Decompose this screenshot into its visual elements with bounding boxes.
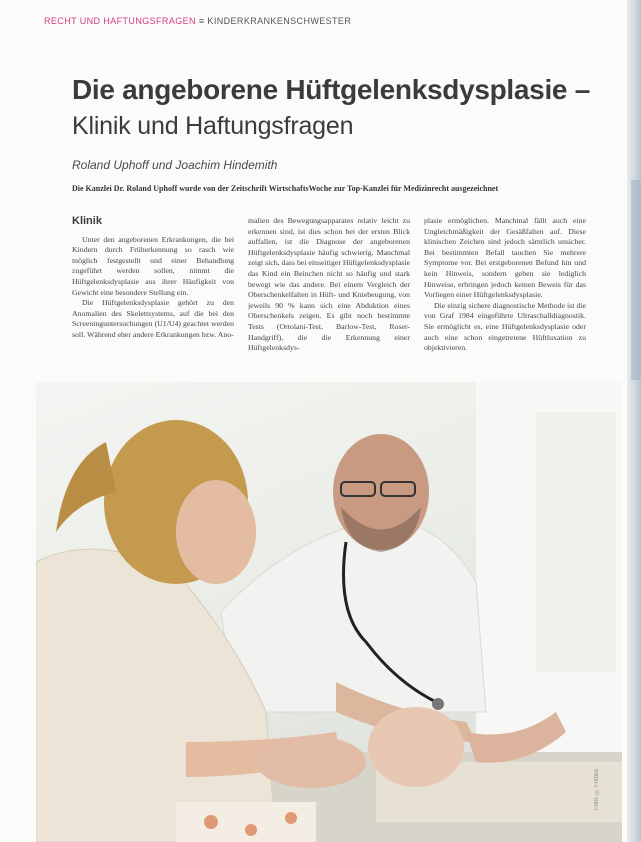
photo-credit: Foto: © Fotolia — [594, 768, 600, 810]
baby-head — [368, 707, 464, 787]
baby-body — [256, 736, 366, 788]
paragraph: malien des Bewegungsapparates relativ leicht zu erkennen sind, ist dies schon bei der ersten Blick auffallen, ist die Diagnose der angeborenen Hüftgelenksdysplasie häufig schwierig. Manchmal zeigt sich, dass bei einseitiger Hüftgelenksdysplasie das Kind ein Beinchen nicht so häufig und stark bewegt wie das andere. Bei einem Vergleich der Oberschenkelfalten in Hüft- und Kniebeugung, von jeweils 90 % kann sich eine Abduktion eines Oberschenkels zeigen. Es gibt noch bestimmte Tests (Ortolani-Test, Barlow-Test, Roser-Handgriff), die die Erkennung einer Hüftgelenksdys- — [248, 216, 410, 353]
blanket-dot — [285, 812, 297, 824]
blanket-dot — [245, 824, 257, 836]
article-title: Die angeborene Hüftgelenksdysplasie – — [72, 74, 590, 105]
text-column-1 — [72, 216, 234, 391]
paragraph: plasie ermöglichen. Manchmal fällt auch eine Ungleichmäßigkeit der Gesäßfalten auf. Diese klinischen Zeichen sind jedoch sämtlich unsicher. Bei bestimmten Befall tauchen Sie mehrere Symptome vor. Bei erstgeborenen Befund hin und kein Hinweis, sondern geben sie lediglich Hinweise, erbringen jedoch keinen Beweis für das Vorliegen einer Hüftgelenksdysplasie. — [424, 216, 586, 300]
rubric-subsection: KINDERKRANKENSCHWESTER — [207, 16, 352, 26]
stethoscope-chestpiece — [432, 698, 444, 710]
article-body — [72, 216, 592, 391]
text-column-3 — [424, 216, 586, 391]
rubric-section: RECHT UND HAFTUNGSFRAGEN — [44, 16, 196, 26]
rubric — [44, 16, 351, 26]
article-photo — [36, 382, 622, 842]
article-authors: Roland Uphoff und Joachim Hindemith — [72, 158, 278, 172]
paragraph: Unter den angeborenen Erkrankungen, die bei Kindern durch Früherkennung so rasch wie möglich festgestellt und einer Behandlung zugeführt werden sollen, nimmt die Hüftgelenksdysplasie aus ihrer Häufigkeit von Gewicht eine besondere Stellung ein. — [72, 234, 234, 297]
article-note: Die Kanzlei Dr. Roland Uphoff wurde von der Zeitschrift WirtschaftsWoche zur Top-Kanzlei für Medizinrecht ausgezeichnet — [72, 184, 499, 193]
paragraph: Die Hüftgelenksdysplasie gehört zu den Anomalien des Skelettsystems, auf die bei den Screeninguntersuchungen (U1/U4) geachtet werden soll. Während eher andere Erkrankungen bzw. Ano- — [72, 298, 234, 339]
article-subtitle: Klinik und Haftungsfragen — [72, 112, 354, 140]
paragraph: Die einzig sichere diagnostische Methode ist die von Graf 1984 eingeführte Ultraschalldiagnostik. Sie ermöglicht es, eine Hüftgelenksdysplasie oder auch eine schon eingetretene Hüftluxation zu objektivieren. — [424, 300, 586, 353]
photo-illustration — [36, 382, 622, 842]
blanket-dot — [204, 815, 218, 829]
doctor-shirt — [221, 521, 486, 712]
page-edge-tab — [631, 180, 641, 380]
woman-face — [176, 480, 256, 584]
page-edge — [627, 0, 641, 842]
text-column-2 — [248, 216, 410, 391]
window-frame — [536, 412, 616, 672]
rubric-separator: ≡ — [198, 16, 205, 26]
section-heading: Klinik — [72, 216, 102, 227]
